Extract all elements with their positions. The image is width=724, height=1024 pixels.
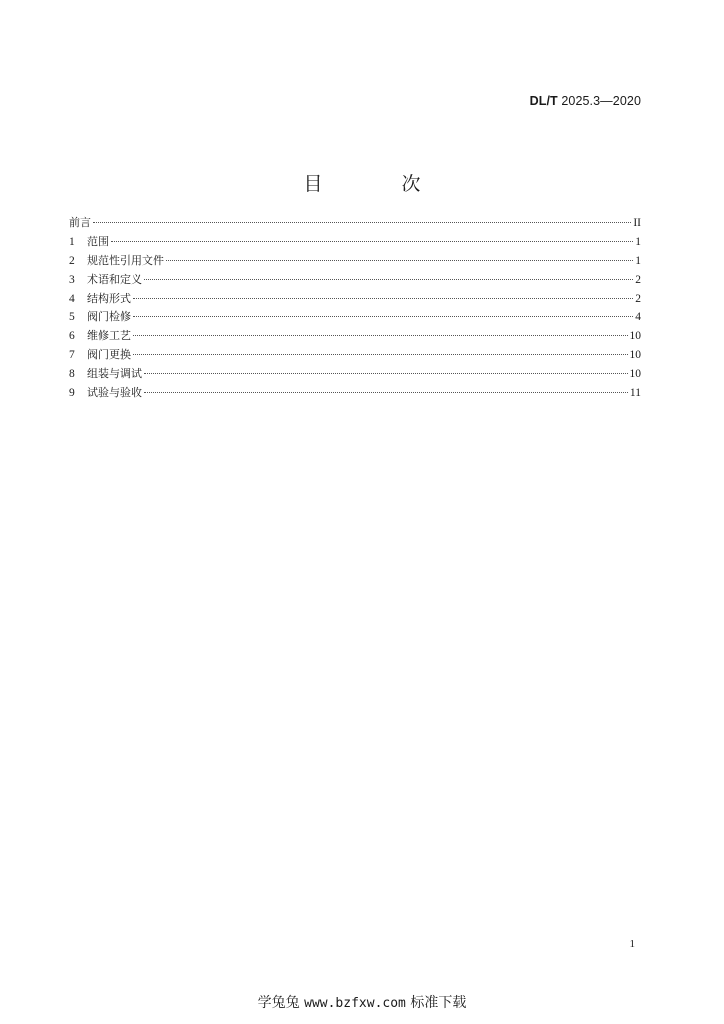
toc-page: 11 [629,387,641,400]
toc-number: 8 [69,368,75,381]
toc-page: 10 [629,330,641,343]
toc-item-6[interactable] [69,327,641,346]
toc-label: 组装与调试 [87,367,142,381]
toc-number: 2 [69,254,75,267]
toc-leader-dots [133,334,628,336]
toc-page: 4 [635,311,641,324]
toc-label: 规范性引用文件 [87,253,164,267]
toc-item-4[interactable] [69,290,641,309]
toc-page: 1 [635,235,641,248]
standard-code-prefix: DL/T [529,94,558,108]
toc-page: 10 [629,368,641,381]
toc-label: 阀门检修 [87,310,131,324]
toc-title: 目 次 [303,172,451,195]
standard-code [530,94,641,108]
toc-label: 前言 [69,216,91,229]
toc-number: 4 [69,292,75,305]
toc-leader-dots [166,259,633,261]
page-number: 1 [629,938,635,950]
toc-item-foreword[interactable] [69,214,641,233]
toc-item-3[interactable] [69,271,641,290]
toc-item-7[interactable] [69,346,641,365]
toc-leader-dots [111,240,633,242]
toc-number: 5 [69,311,75,324]
toc-leader-dots [133,297,633,299]
toc-label: 范围 [87,234,109,248]
table-of-contents [69,214,641,403]
toc-leader-dots [144,391,628,393]
toc-number: 6 [69,330,75,343]
toc-page: II [633,217,641,229]
toc-leader-dots [93,221,631,223]
toc-leader-dots [133,353,628,355]
toc-label: 维修工艺 [87,329,131,343]
toc-page: 10 [629,349,641,362]
toc-number: 7 [69,349,75,362]
toc-page: 2 [635,273,641,286]
toc-item-5[interactable] [69,308,641,327]
standard-code-number: 2025.3—2020 [557,94,641,108]
toc-leader-dots [144,372,628,374]
footer-site-name: 学兔兔 [257,995,300,1011]
footer-url[interactable]: www.bzfxw.com [304,996,406,1011]
toc-item-1[interactable] [69,233,641,252]
toc-number: 9 [69,387,75,400]
toc-label: 试验与验收 [87,386,142,400]
toc-number: 3 [69,273,75,286]
toc-leader-dots [144,278,633,280]
toc-item-8[interactable] [69,365,641,384]
toc-page: 2 [635,292,641,305]
footer-tagline: 标准下载 [410,995,467,1011]
toc-number: 1 [69,235,75,248]
toc-label: 结构形式 [87,291,131,305]
toc-item-2[interactable] [69,252,641,271]
toc-label: 阀门更换 [87,348,131,362]
toc-item-9[interactable] [69,384,641,403]
toc-leader-dots [133,315,633,317]
toc-page: 1 [635,254,641,267]
footer-watermark [0,992,724,1012]
toc-label: 术语和定义 [87,272,142,286]
